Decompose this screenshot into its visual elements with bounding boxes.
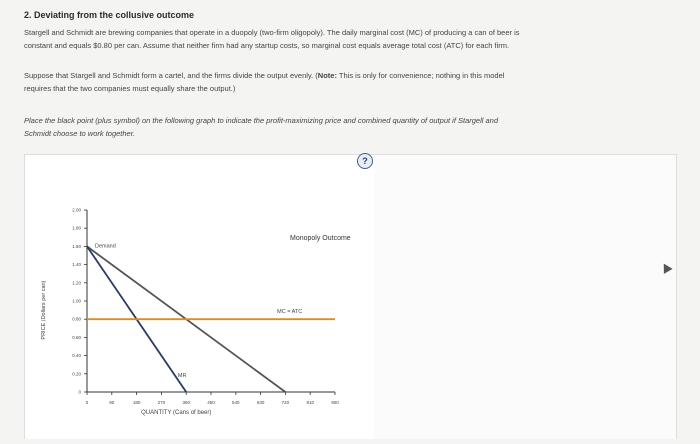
cartel-line-1: Suppose that Stargell and Schmidt form a cartel, and the firms divide the output evenly. (Note: This is only for convenience; nothing in this model (24, 71, 505, 80)
y-tick-label: 0.40 (72, 353, 81, 359)
note-label: Note: (317, 71, 337, 80)
x-tick-label: 90 (109, 400, 115, 405)
y-tick-label: 1.40 (72, 262, 81, 268)
tool-palette-svg (374, 155, 676, 255)
instruction-line-2: Schmidt choose to work together. (24, 129, 136, 138)
x-tick-label: 630 (256, 400, 265, 405)
y-tick-label: 1.80 (72, 225, 81, 231)
question-title: 2. Deviating from the collusive outcome (24, 10, 195, 20)
x-tick-label: 900 (331, 400, 339, 405)
y-tick-label: 0 (78, 389, 81, 395)
x-axis-label: QUANTITY (Cans of beer) (141, 410, 212, 416)
x-tick-label: 540 (232, 400, 240, 405)
intro-line-1: Stargell and Schmidt are brewing companies that operate in a duopoly (two-firm oligopoly). The daily marginal cost (MC) of producing a can of beer is (24, 28, 520, 37)
mc-atc-label: MC = ATC (277, 309, 303, 316)
y-tick-label: 2.00 (72, 207, 81, 213)
x-tick-label: 180 (132, 400, 141, 405)
x-tick-label: 270 (157, 400, 166, 405)
monopoly-outcome-label: Monopoly Outcome (290, 235, 351, 242)
demand-label: Demand (95, 243, 116, 250)
cartel-paragraph (24, 69, 584, 95)
y-tick-label: 1.00 (72, 298, 81, 304)
y-tick-label: 1.60 (72, 243, 81, 249)
y-tick-label: 0.80 (72, 316, 81, 322)
mr-label: MR (177, 373, 187, 379)
graph-panel[interactable] (24, 154, 375, 439)
intro-line-2: constant and equals $0.80 per can. Assume that neither firm had any startup costs, so marginal cost equals average total cost (ATC) for each firm. (24, 41, 510, 50)
y-tick-label: 0.60 (72, 334, 81, 340)
x-tick-label: 810 (306, 400, 314, 405)
x-tick-label: 450 (207, 400, 215, 405)
y-tick-label: 1.20 (72, 280, 81, 286)
cartel-line-2: requires that the two companies must equally share the output.) (24, 84, 236, 93)
y-tick-label: 0.20 (72, 371, 81, 377)
instruction-paragraph (24, 114, 564, 140)
chart[interactable] (25, 155, 375, 439)
help-button[interactable]: ? (357, 153, 373, 169)
x-tick-label: 360 (182, 400, 190, 405)
y-axis-label: PRICE (Dollars per can) (41, 280, 47, 340)
intro-paragraph (24, 26, 584, 52)
x-tick-label: 720 (281, 400, 290, 405)
instruction-line-1: Place the black point (plus symbol) on the following graph to indicate the profit-maximizing price and combined quantity of output if Stargell and (24, 116, 499, 125)
x-tick-label: 0 (85, 400, 89, 405)
